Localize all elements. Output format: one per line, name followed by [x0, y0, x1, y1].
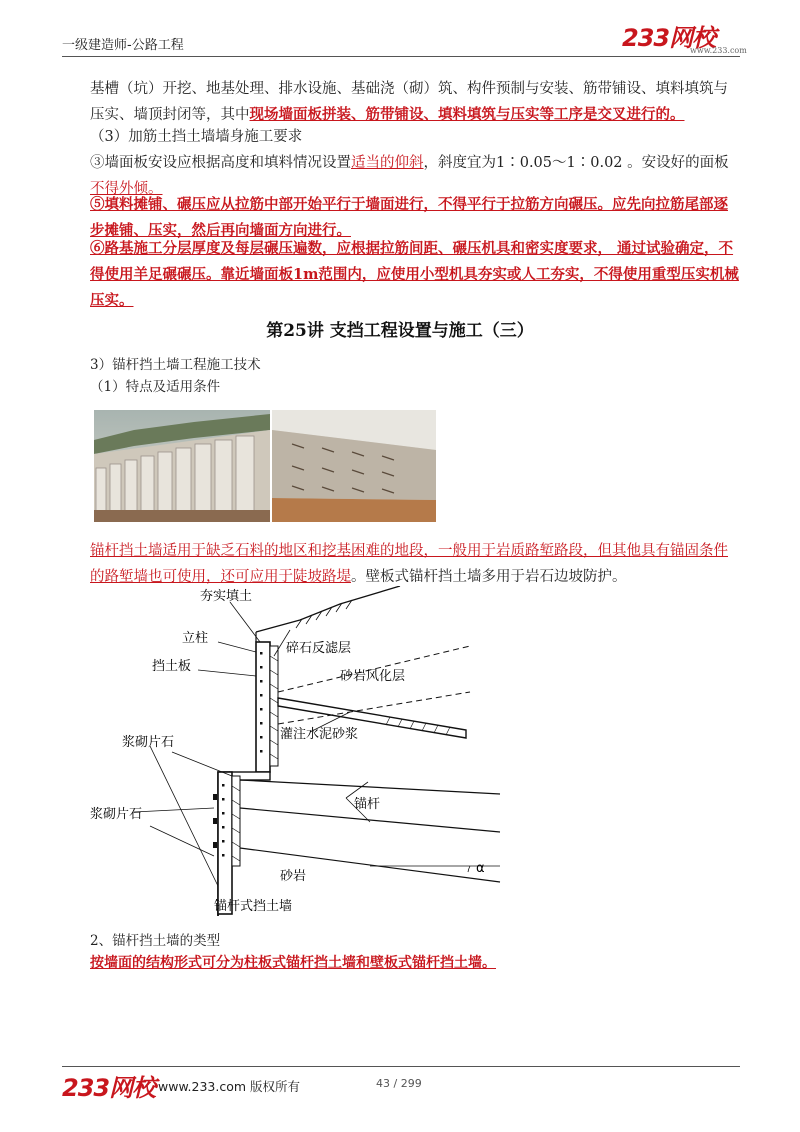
label-alpha: α	[476, 861, 485, 876]
slope-hatching	[296, 600, 352, 628]
paragraph-1	[62, 76, 742, 128]
label-sandstone: 砂岩	[280, 869, 307, 884]
label-grouted-stone-1: 浆砌片石	[122, 735, 175, 750]
subheading-anchor-wall: 3）锚杆挡土墙工程施工技术	[90, 357, 261, 373]
brand-logo: 233网校	[622, 24, 716, 52]
footer-logo: 233网校	[62, 1074, 156, 1102]
footer-divider	[62, 1066, 740, 1067]
label-wall-name: 锚杆式挡土墙	[214, 899, 293, 914]
label-gravel-filter: 碎石反滤层	[286, 641, 352, 656]
anchor-wall-diagram	[90, 586, 510, 916]
section-title: 第25讲 支挡工程设置与施工（三）	[266, 321, 534, 341]
paragraph-3-text-a: ③墙面板安设应根据高度和填料情况设置	[90, 155, 351, 171]
page-number: 43 / 299	[376, 1077, 422, 1090]
label-column: 立柱	[182, 631, 209, 646]
paragraph-3-text-b: ，斜度宜为1∶0.05～1∶0.02 。安设好的面板	[423, 155, 729, 171]
subheading-3: （3）加筋土挡土墙墙身施工要求	[90, 129, 303, 145]
lower-column	[218, 772, 232, 914]
upper-column	[256, 642, 270, 772]
subheading-features: （1）特点及适用条件	[90, 379, 221, 395]
lower-anchor-rod-3	[240, 848, 500, 882]
paragraph-6: ⑥路基施工分层厚度及每层碾压遍数，应根据拉筋间距、碾压机具和密实度要求， 通过试验确定，不得使用羊足碾碾压。靠近墙面板1m范围内，应使用小型机具夯实或人工夯实，不得使用重型压实机械压实。	[90, 240, 739, 309]
ground-surface-line	[256, 586, 400, 632]
paragraph-5: ⑤填料摊铺、碾压应从拉筋中部开始平行于墙面进行，不得平行于拉筋方向碾压。应先向拉筋尾部逐步摊铺、压实，然后再向墙面方向进行。	[90, 196, 728, 239]
paragraph-wall-types: 按墙面的结构形式可分为柱板式锚杆挡土墙和壁板式锚杆挡土墙。	[90, 955, 496, 971]
footer-copyright: www.233.com 版权所有	[158, 1079, 300, 1094]
header-divider	[62, 56, 740, 57]
label-weathered-sandstone: 砂岩风化层	[340, 669, 406, 684]
label-cement-mortar: 灌注水泥砂浆	[280, 727, 359, 742]
label-tamped-fill: 夯实填土	[200, 589, 253, 604]
paragraph-1-highlight: 现场墙面板拼装、筋带铺设、填料填筑与压实等工序是交叉进行的。	[249, 106, 685, 123]
anchor-wall-photo-1	[94, 410, 270, 522]
anchor-wall-photo-2	[272, 410, 436, 522]
header-title: 一级建造师-公路工程	[62, 38, 184, 53]
label-retaining-plate: 挡土板	[152, 659, 192, 674]
label-grouted-stone-2: 浆砌片石	[90, 807, 143, 822]
paragraph-3-highlight-a: 适当的仰斜	[351, 155, 424, 171]
lower-anchor-rod-1	[240, 780, 500, 794]
label-anchor-rod: 锚杆	[354, 797, 381, 812]
paragraph-anchor-wall	[62, 538, 742, 590]
paragraph-anchor-wall-highlight: 锚杆挡土墙适用于缺乏石料的地区和挖基困难的地段，一般用于岩质路堑路段，但其他具有锚固条件的路堑墙也可使用，还可应用于陡坡路堤	[90, 543, 728, 585]
paragraph-3-highlight-b: 不得外倾。	[90, 181, 163, 197]
paragraph-1-text: 基槽（坑）开挖、地基处理、排水设施、基础浇（砌）筑、构件预制与安装、筋带铺设、填料填筑与压实、墙顶封闭等，其中	[90, 81, 728, 123]
subheading-wall-types: 2、锚杆挡土墙的类型	[90, 933, 221, 949]
paragraph-anchor-wall-text: 。壁板式锚杆挡土墙多用于岩石边坡防护。	[351, 569, 627, 585]
brand-logo-url: www.233.com	[690, 46, 747, 55]
